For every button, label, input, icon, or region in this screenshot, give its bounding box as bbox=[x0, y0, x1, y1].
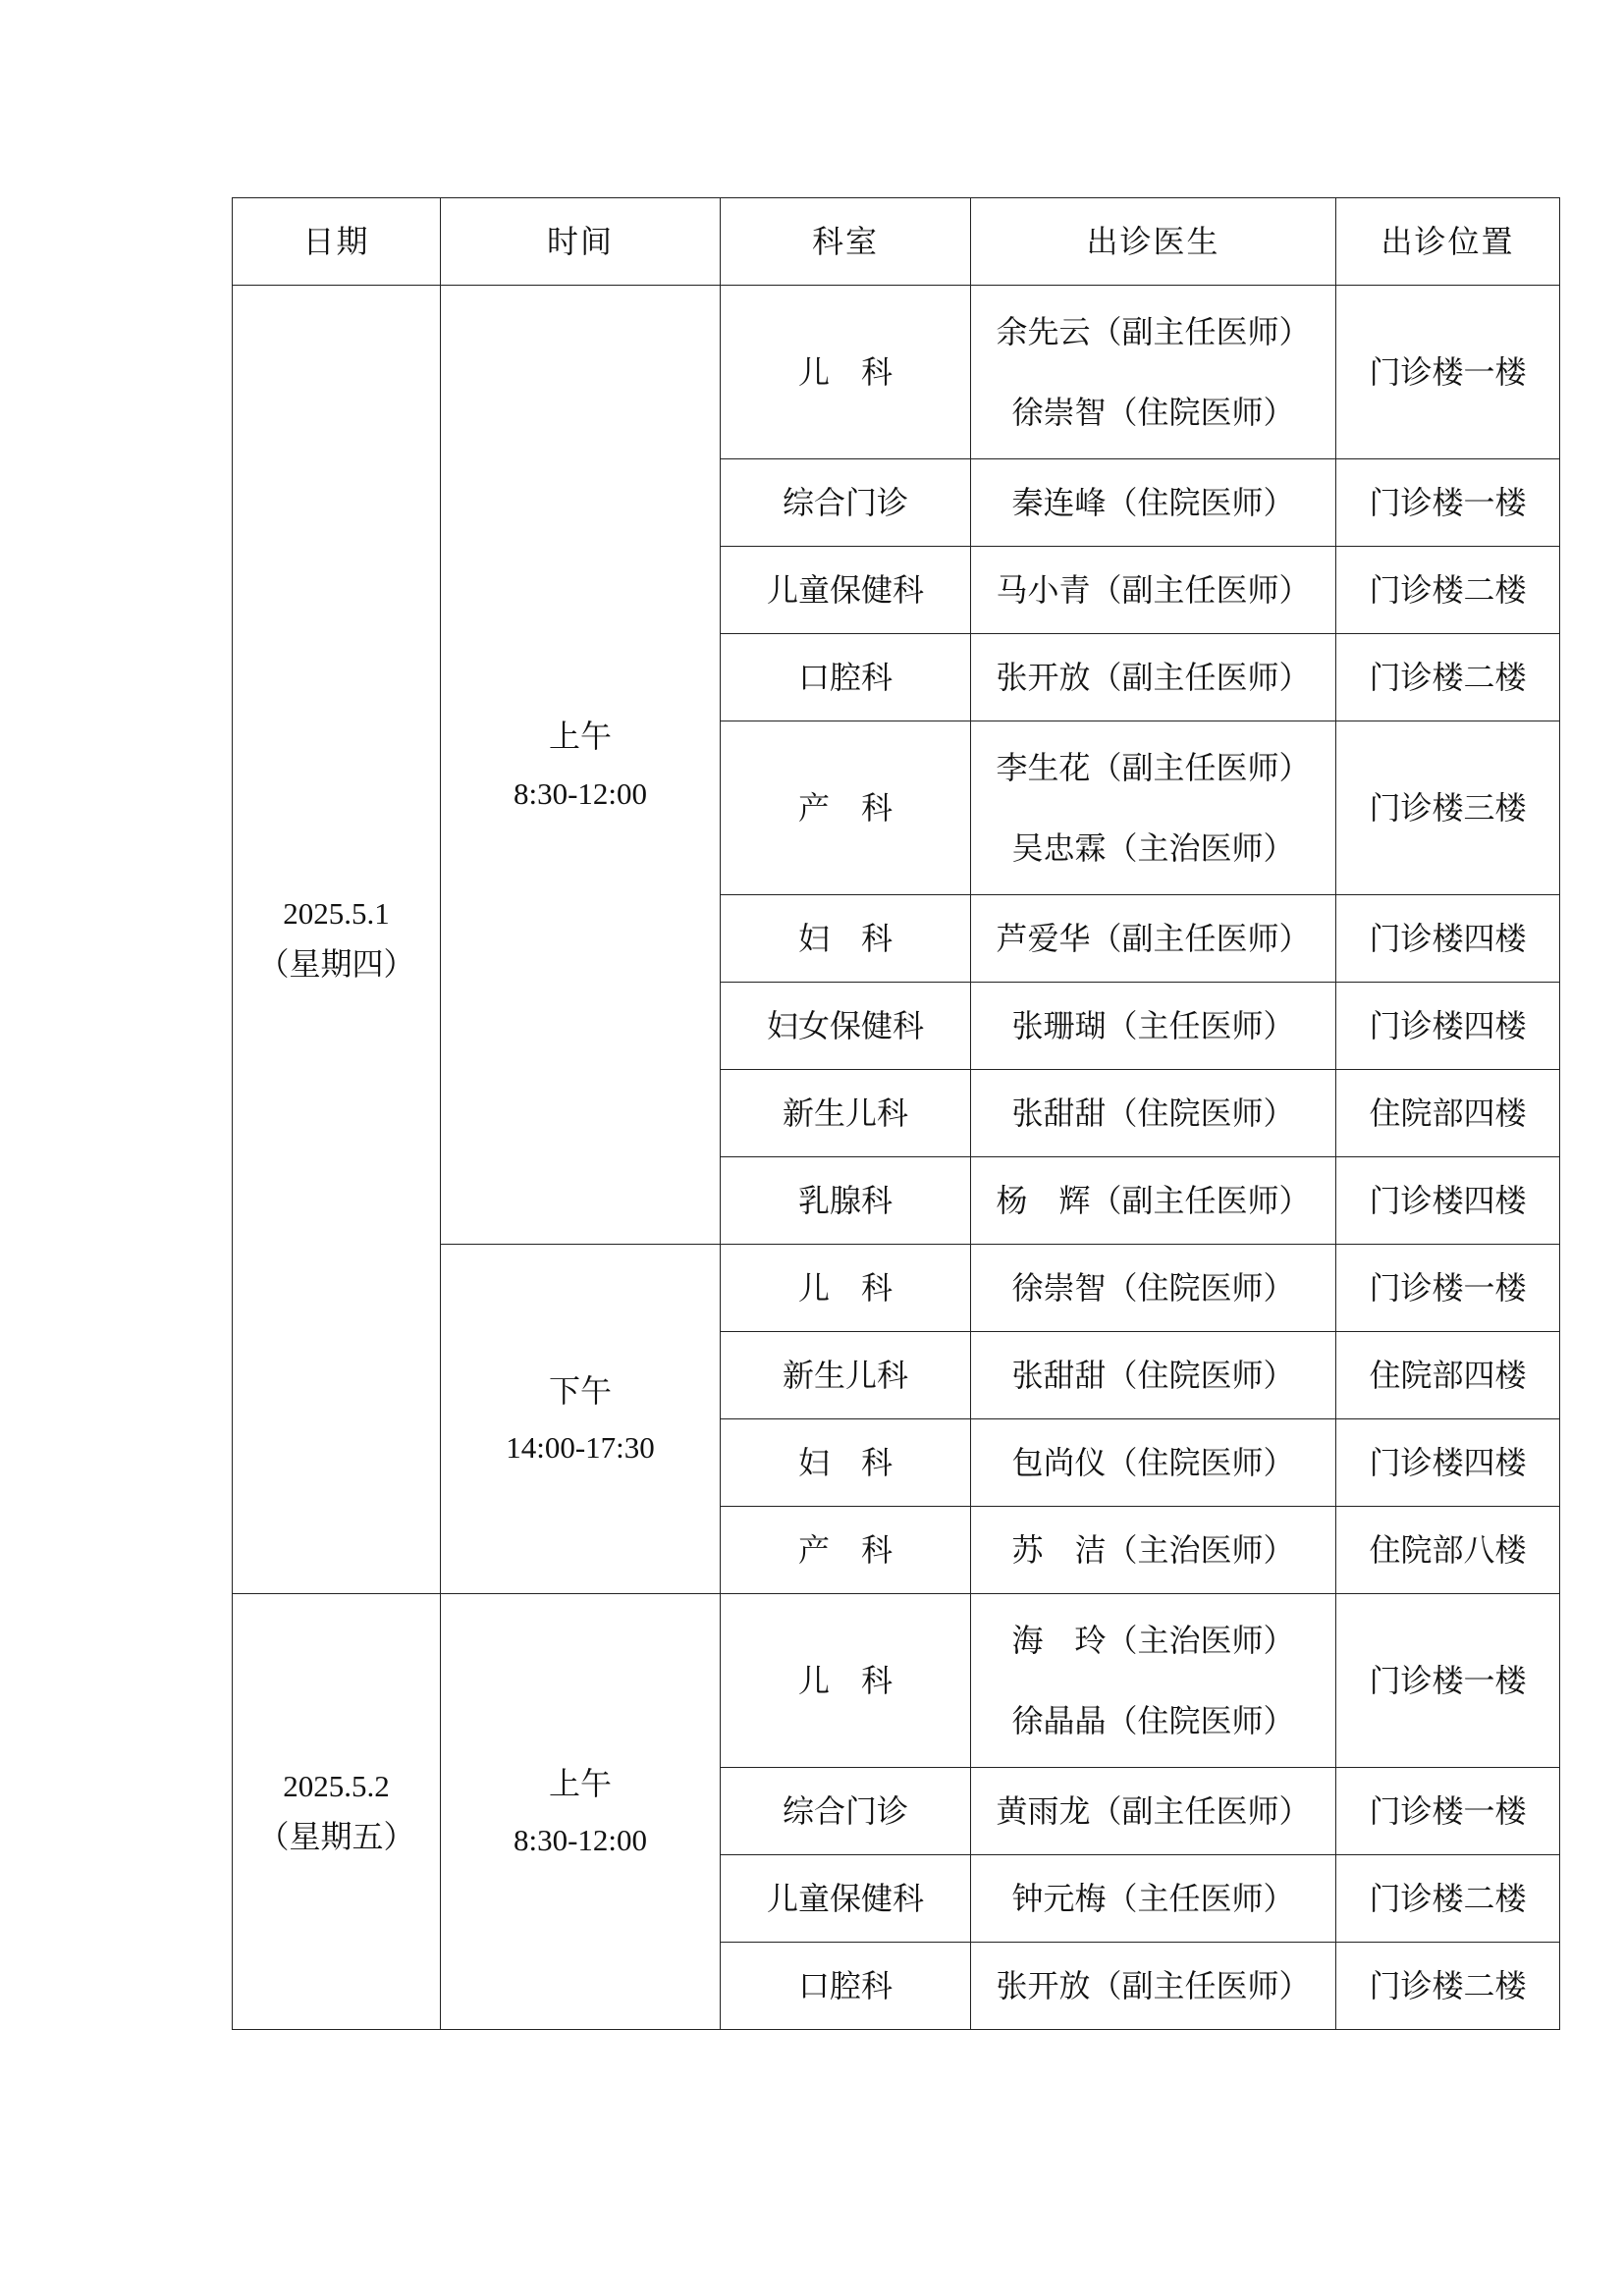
doctor-cell bbox=[971, 1594, 1336, 1768]
doctor-name: 杨 辉（副主任医师） bbox=[996, 1181, 1311, 1219]
doctor-name: 海 玲（主治医师） bbox=[1011, 1621, 1295, 1659]
doctor-name: 马小青（副主任医师） bbox=[996, 570, 1311, 609]
session-hours: 8:30-12:00 bbox=[513, 1823, 648, 1858]
department-cell: 儿 科 bbox=[721, 1594, 971, 1768]
doctor-cell bbox=[971, 983, 1336, 1070]
doctor-cell bbox=[971, 721, 1336, 895]
date-text: 2025.5.1 bbox=[283, 896, 390, 932]
location-cell: 门诊楼一楼 bbox=[1336, 1768, 1560, 1855]
doctor-name: 芦爱华（副主任医师） bbox=[996, 919, 1311, 957]
department-cell: 儿 科 bbox=[721, 286, 971, 459]
location-cell: 门诊楼四楼 bbox=[1336, 1419, 1560, 1507]
header-location: 出诊位置 bbox=[1336, 198, 1560, 286]
location-cell: 门诊楼二楼 bbox=[1336, 547, 1560, 634]
department-cell: 儿童保健科 bbox=[721, 1855, 971, 1943]
doctor-cell bbox=[971, 286, 1336, 459]
department-cell: 儿童保健科 bbox=[721, 547, 971, 634]
doctor-name: 张珊瑚（主任医师） bbox=[1011, 1006, 1295, 1044]
doctor-cell bbox=[971, 1507, 1336, 1594]
location-cell: 门诊楼二楼 bbox=[1336, 1943, 1560, 2030]
location-cell: 住院部四楼 bbox=[1336, 1070, 1560, 1157]
department-cell: 妇女保健科 bbox=[721, 983, 971, 1070]
table-row bbox=[233, 1594, 1560, 1768]
location-cell: 门诊楼四楼 bbox=[1336, 1157, 1560, 1245]
department-cell: 新生儿科 bbox=[721, 1070, 971, 1157]
department-cell: 乳腺科 bbox=[721, 1157, 971, 1245]
time-cell bbox=[441, 286, 721, 1245]
doctor-cell bbox=[971, 1157, 1336, 1245]
session-label: 下午 bbox=[548, 1371, 612, 1410]
department-cell: 新生儿科 bbox=[721, 1332, 971, 1419]
doctor-name: 李生花（副主任医师） bbox=[996, 748, 1311, 786]
header-doctor: 出诊医生 bbox=[971, 198, 1336, 286]
doctor-name: 张甜甜（住院医师） bbox=[1011, 1356, 1295, 1394]
doctor-cell bbox=[971, 1332, 1336, 1419]
header-row bbox=[233, 198, 1560, 286]
location-cell: 门诊楼二楼 bbox=[1336, 1855, 1560, 1943]
department-cell: 妇 科 bbox=[721, 1419, 971, 1507]
doctor-cell bbox=[971, 634, 1336, 721]
date-cell bbox=[233, 286, 441, 1594]
location-cell: 门诊楼四楼 bbox=[1336, 895, 1560, 983]
doctor-cell bbox=[971, 1768, 1336, 1855]
doctor-cell bbox=[971, 547, 1336, 634]
location-cell: 门诊楼二楼 bbox=[1336, 634, 1560, 721]
department-cell: 综合门诊 bbox=[721, 459, 971, 547]
doctor-cell bbox=[971, 459, 1336, 547]
doctor-name: 徐晶晶（住院医师） bbox=[1011, 1702, 1295, 1739]
weekday-text: （星期四） bbox=[257, 945, 415, 984]
department-cell: 产 科 bbox=[721, 721, 971, 895]
location-cell: 门诊楼一楼 bbox=[1336, 1594, 1560, 1768]
department-cell: 妇 科 bbox=[721, 895, 971, 983]
doctor-name: 徐崇智（住院医师） bbox=[1011, 394, 1295, 431]
doctor-name: 张开放（副主任医师） bbox=[996, 1966, 1311, 2004]
doctor-name: 黄雨龙（副主任医师） bbox=[996, 1791, 1311, 1830]
location-cell: 门诊楼一楼 bbox=[1336, 286, 1560, 459]
doctor-name: 苏 洁（主治医师） bbox=[1011, 1530, 1295, 1569]
session-hours: 14:00-17:30 bbox=[506, 1430, 655, 1466]
doctor-name: 张开放（副主任医师） bbox=[996, 658, 1311, 696]
header-time: 时间 bbox=[441, 198, 721, 286]
location-cell: 门诊楼三楼 bbox=[1336, 721, 1560, 895]
department-cell: 口腔科 bbox=[721, 634, 971, 721]
department-cell: 产 科 bbox=[721, 1507, 971, 1594]
location-cell: 住院部八楼 bbox=[1336, 1507, 1560, 1594]
table-header bbox=[233, 198, 1560, 286]
doctor-name: 徐崇智（住院医师） bbox=[1011, 1268, 1295, 1307]
doctor-name: 余先云（副主任医师） bbox=[996, 312, 1311, 350]
table-body bbox=[233, 286, 1560, 2030]
doctor-cell bbox=[971, 1245, 1336, 1332]
doctor-name: 吴忠霖（主治医师） bbox=[1011, 829, 1295, 867]
department-cell: 综合门诊 bbox=[721, 1768, 971, 1855]
doctor-cell bbox=[971, 1070, 1336, 1157]
doctor-name: 张甜甜（住院医师） bbox=[1011, 1094, 1295, 1132]
doctor-cell bbox=[971, 1855, 1336, 1943]
weekday-text: （星期五） bbox=[257, 1817, 415, 1855]
department-cell: 儿 科 bbox=[721, 1245, 971, 1332]
location-cell: 门诊楼一楼 bbox=[1336, 459, 1560, 547]
time-cell bbox=[441, 1245, 721, 1594]
header-department: 科室 bbox=[721, 198, 971, 286]
doctor-name: 包尚仪（住院医师） bbox=[1011, 1443, 1295, 1481]
location-cell: 门诊楼四楼 bbox=[1336, 983, 1560, 1070]
duty-schedule-table bbox=[232, 197, 1560, 2030]
doctor-name: 秦连峰（住院医师） bbox=[1011, 483, 1295, 521]
doctor-cell bbox=[971, 1943, 1336, 2030]
session-label: 上午 bbox=[548, 718, 612, 756]
session-hours: 8:30-12:00 bbox=[513, 775, 648, 811]
doctor-name: 钟元梅（主任医师） bbox=[1011, 1879, 1295, 1917]
date-cell bbox=[233, 1594, 441, 2030]
doctor-cell bbox=[971, 895, 1336, 983]
doctor-cell bbox=[971, 1419, 1336, 1507]
time-cell bbox=[441, 1594, 721, 2030]
table-row bbox=[233, 286, 1560, 459]
location-cell: 门诊楼一楼 bbox=[1336, 1245, 1560, 1332]
location-cell: 住院部四楼 bbox=[1336, 1332, 1560, 1419]
session-label: 上午 bbox=[548, 1764, 612, 1802]
date-text: 2025.5.2 bbox=[283, 1768, 390, 1803]
department-cell: 口腔科 bbox=[721, 1943, 971, 2030]
header-date: 日期 bbox=[233, 198, 441, 286]
